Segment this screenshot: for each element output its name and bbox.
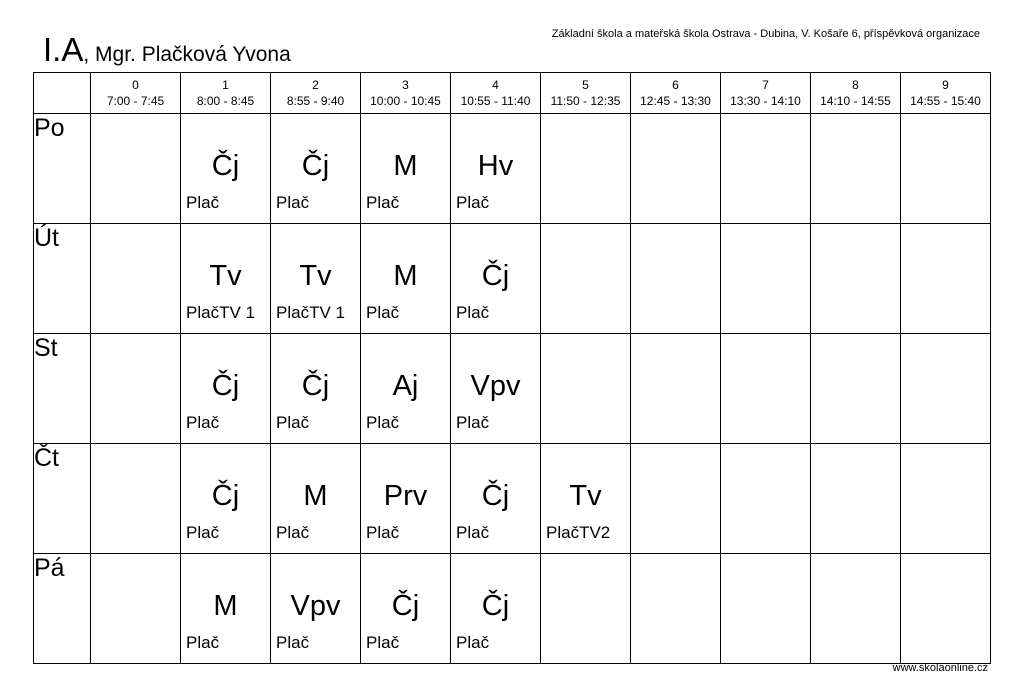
lesson-cell [811, 114, 901, 224]
lesson-teacher: PlačTV 1 [276, 303, 345, 322]
lesson-subject: Čj [211, 370, 240, 402]
lesson-cell [361, 224, 451, 334]
lesson-cell [811, 444, 901, 554]
lesson-cell [631, 334, 721, 444]
corner-cell [34, 73, 91, 114]
lesson-subject: M [393, 260, 418, 292]
period-number: 0 [132, 78, 139, 92]
lesson-teacher: PlačTV2 [546, 523, 611, 542]
period-number: 7 [762, 78, 769, 92]
lesson-teacher: Plač [366, 633, 400, 652]
lesson-subject: M [303, 480, 328, 512]
lesson-subject: Čj [211, 480, 240, 512]
day-row [34, 224, 991, 334]
lesson-cell [451, 444, 541, 554]
day-label: Po [34, 114, 91, 224]
period-header [451, 73, 541, 114]
class-name: I.A [43, 31, 84, 68]
period-header [631, 73, 721, 114]
lesson-cell [181, 334, 271, 444]
lesson-teacher: Plač [366, 523, 400, 542]
lesson-cell [451, 224, 541, 334]
lesson-cell [631, 224, 721, 334]
lesson-cell [631, 554, 721, 664]
period-number: 3 [402, 78, 409, 92]
lesson-cell [901, 444, 991, 554]
lesson-cell [271, 114, 361, 224]
lesson-subject: Čj [481, 260, 510, 292]
website-footer: www.skolaonline.cz [892, 662, 988, 674]
lesson-subject: Tv [569, 480, 602, 512]
lesson-cell [451, 554, 541, 664]
period-time: 10:00 - 10:45 [370, 94, 441, 108]
period-header [91, 73, 181, 114]
day-row [34, 114, 991, 224]
lesson-cell [271, 224, 361, 334]
lesson-teacher: Plač [186, 413, 220, 432]
lesson-subject: Čj [301, 370, 330, 402]
lesson-teacher: Plač [276, 633, 310, 652]
lesson-cell [451, 114, 541, 224]
lesson-subject: Hv [477, 150, 514, 182]
lesson-cell [91, 444, 181, 554]
lesson-cell [91, 334, 181, 444]
lesson-cell [181, 224, 271, 334]
period-time: 12:45 - 13:30 [640, 94, 711, 108]
period-time: 8:00 - 8:45 [196, 94, 255, 108]
lesson-cell [361, 444, 451, 554]
class-teacher: , Mgr. Plačková Yvona [83, 43, 291, 66]
lesson-teacher: Plač [186, 523, 220, 542]
lesson-cell [721, 554, 811, 664]
lesson-cell [181, 114, 271, 224]
period-number: 4 [492, 78, 499, 92]
day-label: St [34, 334, 91, 444]
lesson-subject: Tv [299, 260, 332, 292]
lesson-subject: Vpv [290, 590, 341, 622]
lesson-cell [901, 334, 991, 444]
lesson-cell [541, 224, 631, 334]
lesson-teacher: Plač [276, 413, 310, 432]
lesson-subject: Vpv [470, 370, 521, 402]
period-time: 8:55 - 9:40 [286, 94, 345, 108]
lesson-cell [811, 334, 901, 444]
lesson-teacher: Plač [186, 193, 220, 212]
lesson-cell [721, 334, 811, 444]
lesson-teacher: Plač [456, 303, 490, 322]
lesson-cell [721, 114, 811, 224]
lesson-cell [271, 334, 361, 444]
lesson-subject: Čj [211, 150, 240, 182]
period-header [271, 73, 361, 114]
period-time: 13:30 - 14:10 [730, 94, 801, 108]
lesson-teacher: Plač [456, 413, 490, 432]
day-label: Čt [34, 444, 91, 554]
period-time: 14:10 - 14:55 [820, 94, 891, 108]
lesson-cell [721, 224, 811, 334]
period-header [811, 73, 901, 114]
period-header-row [34, 73, 991, 114]
lesson-cell [91, 114, 181, 224]
lesson-cell [631, 444, 721, 554]
lesson-cell [91, 224, 181, 334]
period-header [721, 73, 811, 114]
period-header [181, 73, 271, 114]
lesson-cell [271, 554, 361, 664]
period-time: 14:55 - 15:40 [910, 94, 981, 108]
lesson-teacher: Plač [276, 523, 310, 542]
lesson-teacher: Plač [366, 413, 400, 432]
day-row [34, 554, 991, 664]
lesson-cell [541, 444, 631, 554]
lesson-teacher: Plač [456, 523, 490, 542]
lesson-cell [181, 444, 271, 554]
lesson-cell [631, 114, 721, 224]
lesson-subject: Čj [481, 480, 510, 512]
period-number: 8 [852, 78, 859, 92]
period-header [361, 73, 451, 114]
school-name: Základní škola a mateřská škola Ostrava - Dubina, V. Košaře 6, příspěvková organizace [551, 28, 980, 40]
period-time: 11:50 - 12:35 [550, 94, 621, 108]
lesson-cell [361, 334, 451, 444]
period-header [901, 73, 991, 114]
period-number: 6 [672, 78, 679, 92]
lesson-subject: Prv [383, 480, 428, 512]
lesson-teacher: Plač [456, 633, 490, 652]
lesson-cell [901, 114, 991, 224]
period-header [541, 73, 631, 114]
period-time: 10:55 - 11:40 [460, 94, 531, 108]
lesson-teacher: Plač [366, 303, 400, 322]
page-title [43, 31, 291, 69]
lesson-subject: Čj [481, 590, 510, 622]
period-number: 9 [942, 78, 949, 92]
day-label: Út [34, 224, 91, 334]
lesson-teacher: Plač [366, 193, 400, 212]
lesson-cell [721, 444, 811, 554]
lesson-cell [901, 224, 991, 334]
lesson-subject: Aj [392, 370, 419, 402]
lesson-subject: Tv [209, 260, 242, 292]
period-number: 1 [222, 78, 229, 92]
day-row [34, 334, 991, 444]
lesson-cell [181, 554, 271, 664]
lesson-cell [271, 444, 361, 554]
lesson-cell [811, 554, 901, 664]
lesson-subject: M [393, 150, 418, 182]
lesson-subject: Čj [391, 590, 420, 622]
lesson-teacher: Plač [276, 193, 310, 212]
lesson-cell [361, 554, 451, 664]
lesson-subject: M [213, 590, 238, 622]
day-row [34, 444, 991, 554]
lesson-teacher: PlačTV 1 [186, 303, 255, 322]
period-number: 5 [582, 78, 589, 92]
lesson-teacher: Plač [456, 193, 490, 212]
period-time: 7:00 - 7:45 [106, 94, 165, 108]
lesson-cell [541, 114, 631, 224]
lesson-cell [541, 554, 631, 664]
lesson-cell [361, 114, 451, 224]
lesson-cell [541, 334, 631, 444]
lesson-subject: Čj [301, 150, 330, 182]
lesson-cell [451, 334, 541, 444]
day-label: Pá [34, 554, 91, 664]
lesson-teacher: Plač [186, 633, 220, 652]
lesson-cell [901, 554, 991, 664]
lesson-cell [91, 554, 181, 664]
lesson-cell [811, 224, 901, 334]
timetable [33, 72, 991, 664]
period-number: 2 [312, 78, 319, 92]
